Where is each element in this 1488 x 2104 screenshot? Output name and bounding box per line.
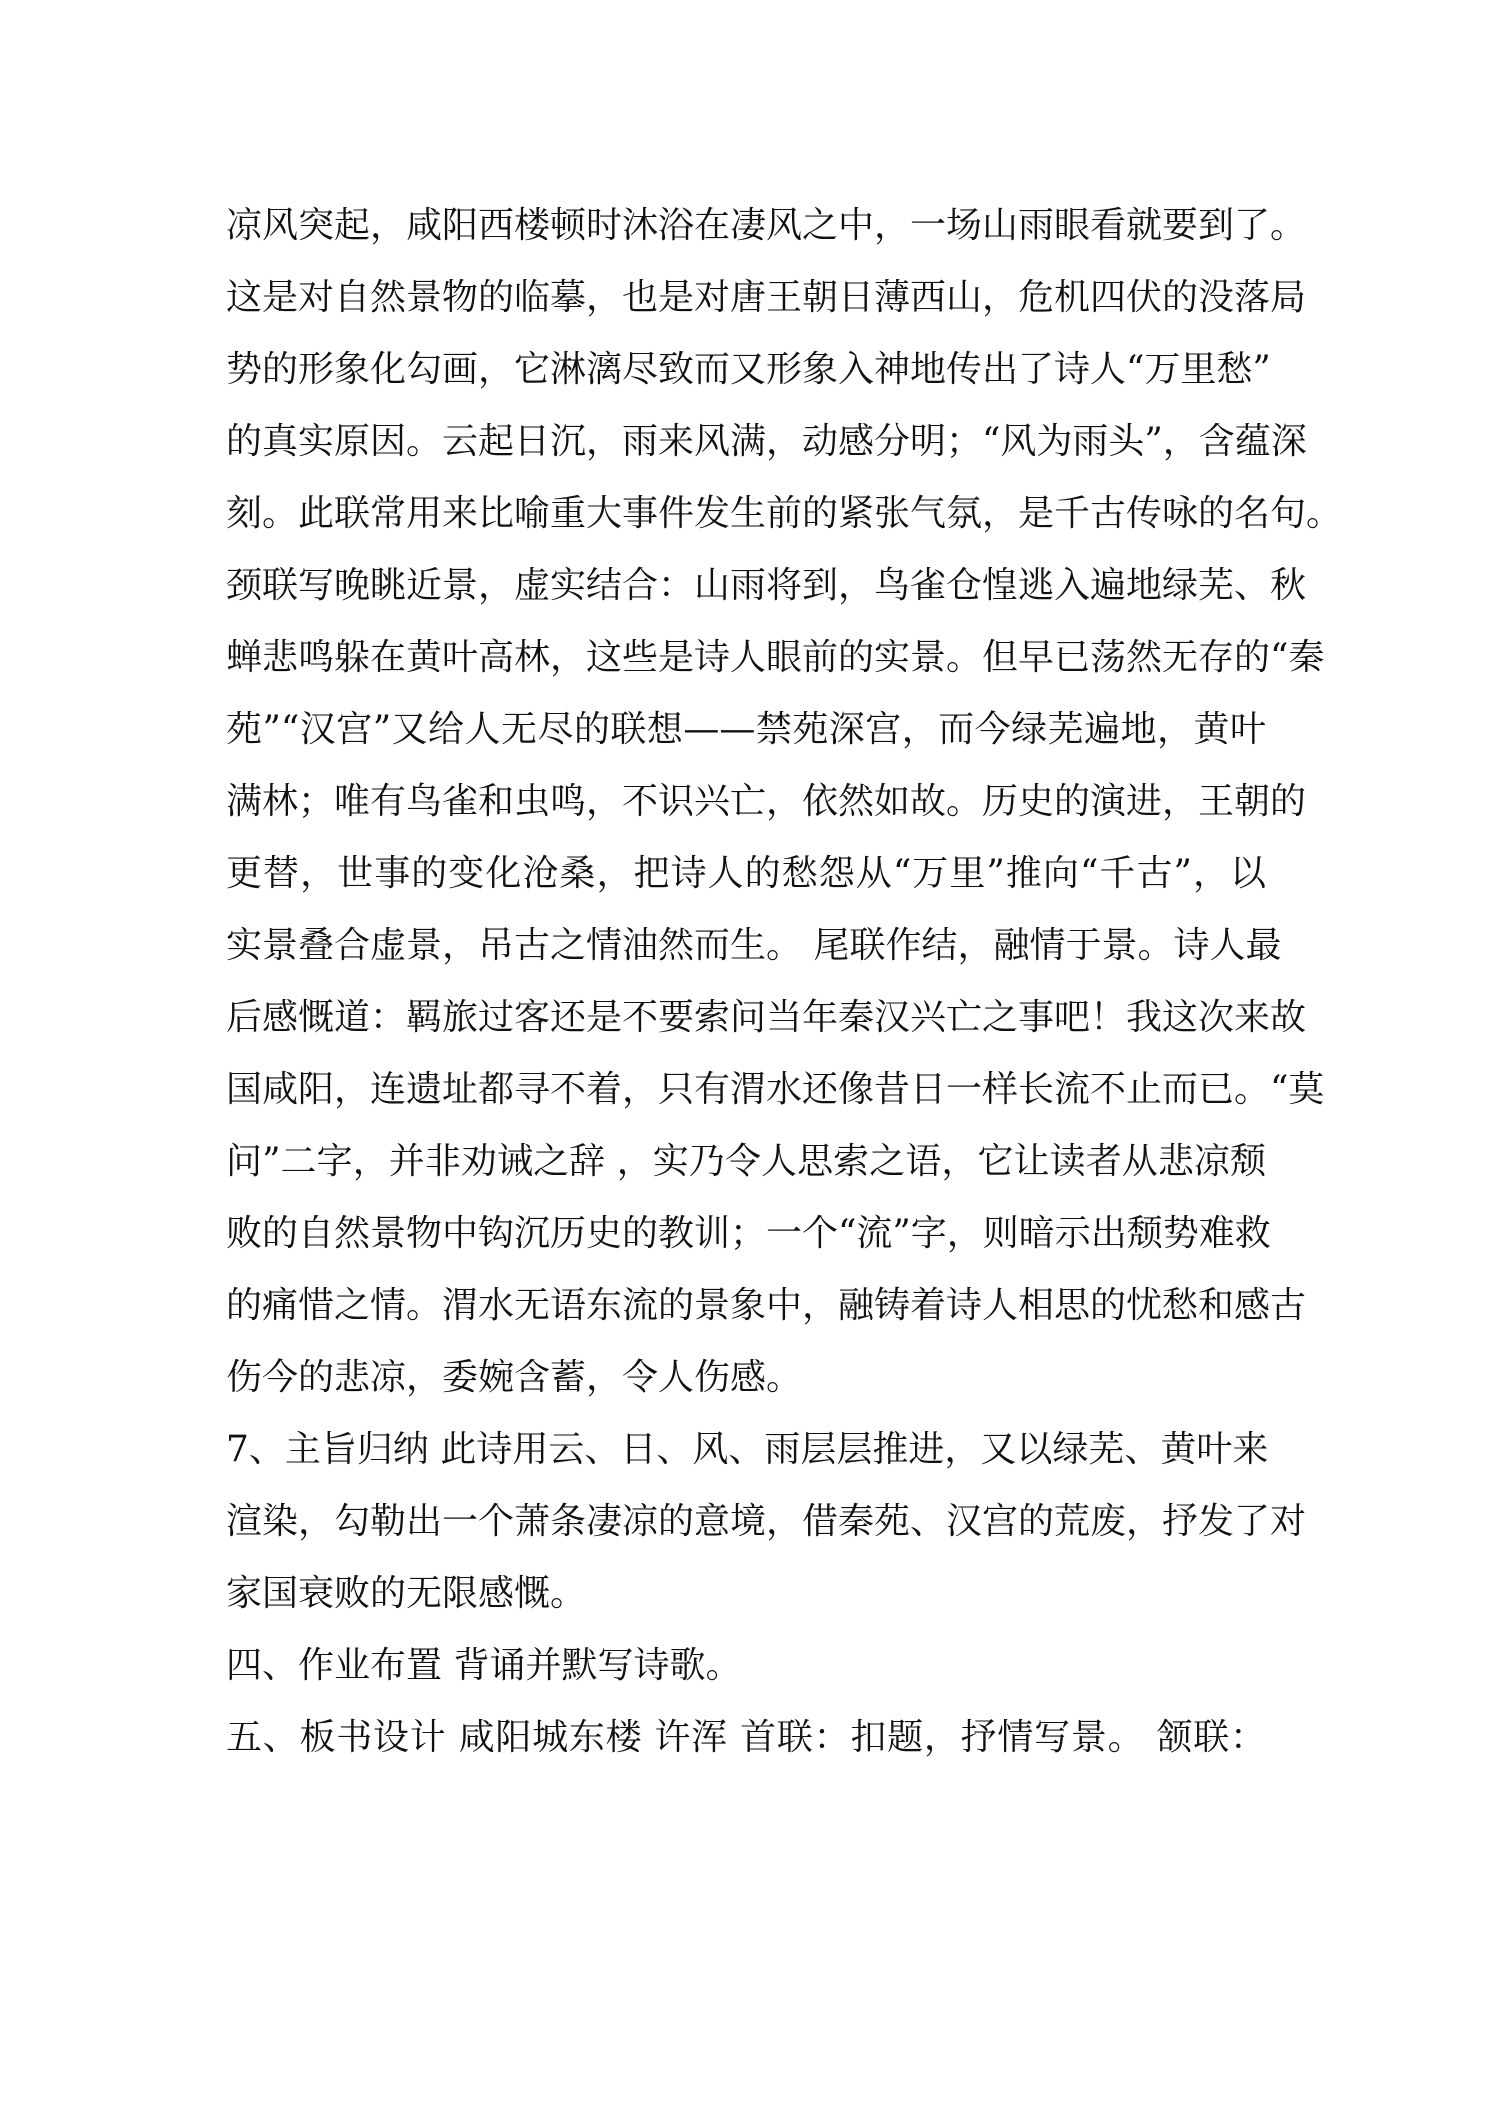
text-line: 颈联写晚眺近景，虚实结合：山雨将到，鸟雀仓惶逃入遍地绿芜、秋 bbox=[226, 565, 1307, 606]
text-line: 败的自然景物中钩沉历史的教训；一个“流”字，则暗示出颓势难救 bbox=[226, 1213, 1271, 1254]
text-line: 凉风突起，咸阳西楼顿时沐浴在凄风之中，一场山雨眼看就要到了。 bbox=[226, 205, 1307, 246]
text-line: 伤今的悲凉，委婉含蓄，令人伤感。 bbox=[226, 1357, 803, 1398]
text-line: 的真实原因。云起日沉，雨来风满，动感分明；“风为雨头”，含蕴深 bbox=[226, 421, 1307, 462]
text-line: 四、作业布置 背诵并默写诗歌。 bbox=[226, 1645, 742, 1686]
text-line: 蝉悲鸣躲在黄叶高林，这些是诗人眼前的实景。但早已荡然无存的“秦 bbox=[226, 637, 1325, 678]
text-line: 的痛惜之情。渭水无语东流的景象中，融铸着诗人相思的忧愁和感古 bbox=[226, 1285, 1307, 1326]
text-line: 国咸阳，连遗址都寻不着，只有渭水还像昔日一样长流不止而已。“莫 bbox=[226, 1069, 1325, 1110]
text-line: 问”二字，并非劝诫之辞 ，实乃令人思索之语，它让读者从悲凉颓 bbox=[226, 1141, 1266, 1182]
text-line: 家国衰败的无限感慨。 bbox=[226, 1573, 587, 1614]
text-line: 实景叠合虚景，吊古之情油然而生。 尾联作结，融情于景。诗人最 bbox=[226, 925, 1282, 966]
text-line: 这是对自然景物的临摹，也是对唐王朝日薄西山，危机四伏的没落局 bbox=[226, 277, 1307, 318]
text-line: 更替，世事的变化沧桑，把诗人的愁怨从“万里”推向“千古”，以 bbox=[226, 853, 1266, 894]
text-line: 五、板书设计 咸阳城东楼 许浑 首联：扣题，抒情写景。 颔联： bbox=[226, 1717, 1266, 1758]
text-line: 势的形象化勾画，它淋漓尽致而又形象入神地传出了诗人“万里愁” bbox=[226, 349, 1271, 390]
body-text bbox=[226, 190, 1343, 1774]
text-line: 后感慨道：羁旅过客还是不要索问当年秦汉兴亡之事吧！我这次来故 bbox=[226, 997, 1307, 1038]
text-line: 渲染，勾勒出一个萧条凄凉的意境，借秦苑、汉宫的荒废，抒发了对 bbox=[226, 1501, 1307, 1542]
text-line: 苑”“汉宫”又给人无尽的联想——禁苑深宫，而今绿芜遍地，黄叶 bbox=[226, 709, 1266, 750]
text-line: 满林；唯有鸟雀和虫鸣，不识兴亡，依然如故。历史的演进，王朝的 bbox=[226, 781, 1307, 822]
text-line: 7、主旨归纳 此诗用云、日、风、雨层层推进，又以绿芜、黄叶来 bbox=[226, 1429, 1269, 1470]
text-line: 刻。此联常用来比喻重大事件发生前的紧张气氛，是千古传咏的名句。 bbox=[226, 493, 1343, 534]
